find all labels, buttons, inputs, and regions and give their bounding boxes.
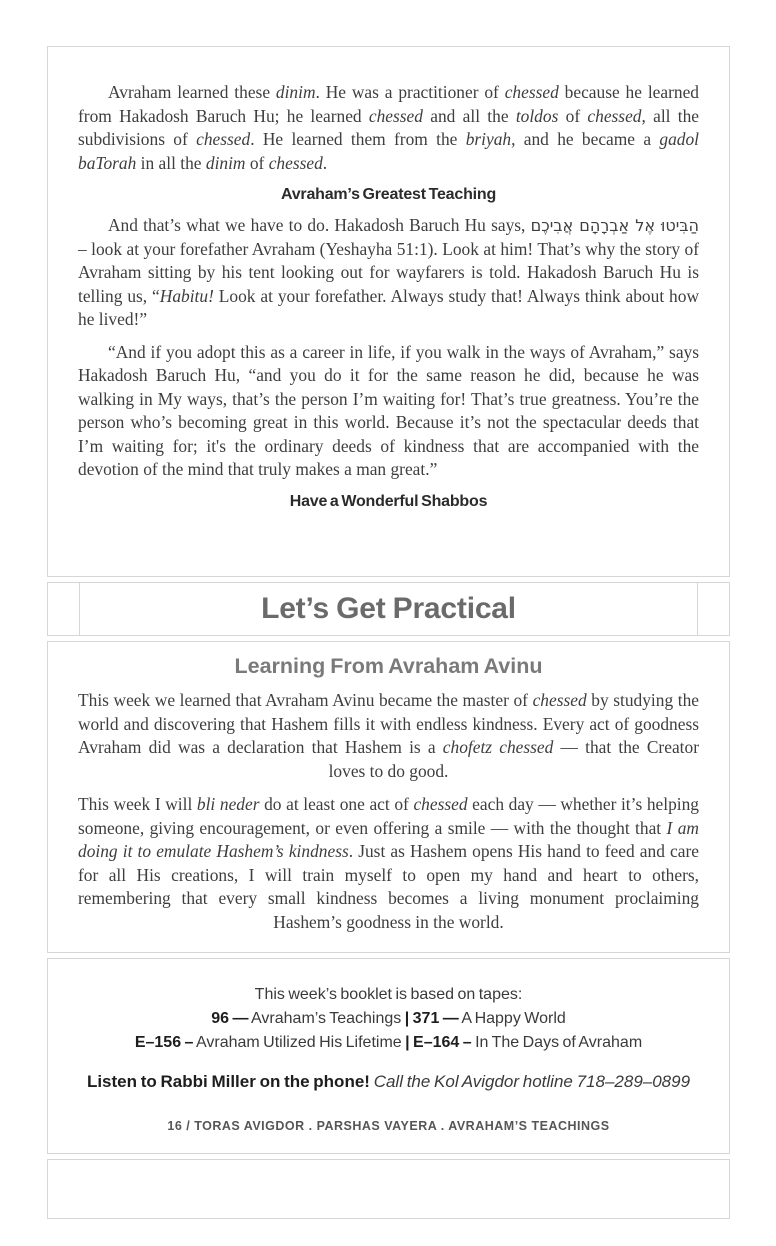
banner-center-cell [80,583,697,635]
next-page-stub [47,1159,730,1219]
article-paragraph: “And if you adopt this as a career in life, if you walk in the ways of Avraham,” says Hakadosh Baruch Hu, “and you do it for the same reason he did, because he was walking in My ways, that’s the person I’m waiting for! That’s true greatness. You’re the person who’s becoming great in this world. Because it’s not the spectacular deeds that I’m waiting for; it's the ordinary deeds of kindness that are accompanied with the devotion of the mind that truly makes a man great.” [78,341,699,479]
tapes-intro: This week’s booklet is based on tapes: [254,986,523,1003]
article-paragraph: Avraham learned these dinim. He was a practitioner of chessed because he learned from Hakadosh Baruch Hu; he learned chessed and all the toldos of chessed, all the subdivisions of chessed. He learned them from the briyah, and he became a gadol baTorah in all the dinim of chessed. [78,82,700,173]
practical-section [47,641,730,953]
article-paragraph: And that’s what we have to do. Hakadosh Baruch Hu says, הַבִּיטוּ אֶל אַבְרָהָם אֲבִיכֶם – look at your forefather Avraham (Yeshayha 51:1). Look at him! That’s why the story of Avraham sitting by his tent looking out for wayfarers is told. Hakadosh Baruch Hu is telling us, “Habitu! Look at your forefather. Always study that! Always think about how he lived!” [78,215,700,329]
banner-title: Let’s Get Practical [261,592,516,625]
practical-paragraph: This week we learned that Avraham Avinu became the master of chessed by studying the world and discovering that Hashem fills it with endless kindness. Every act of goodness Avraham did was a declaration that Hashem is a chofetz chessed — that the Creator loves to do good. [78,690,699,781]
article-section [47,46,730,577]
practical-heading: Learning From Avraham Avinu [234,654,543,678]
tapes-line: 96 — Avraham’s Teachings | 371 — A Happy World [211,1010,566,1027]
banner-right-cell [697,583,729,635]
practical-banner [47,582,730,636]
page-footer-text: 16 / TORAS AVIGDOR . PARSHAS VAYERA . AVRAHAM’S TEACHINGS [167,1119,610,1133]
hotline-line: Listen to Rabbi Miller on the phone! Call the Kol Avigdor hotline 718–289–0899 [86,1072,691,1091]
practical-paragraph: This week I will bli neder do at least one act of chessed each day — whether it’s helping someone, giving encouragement, or even offering a smile — with the thought that I am doing it to emulate Hashem’s kindness. Just as Hashem opens His hand to feed and care for all His creations, I will train myself to open my hand and heart to others, remembering that every small kindness becomes a living monument proclaiming Hashem’s goodness in the world. [78,794,700,932]
article-subheading: Avraham’s Greatest Teaching [280,186,497,203]
banner-left-cell [48,583,80,635]
tapes-line: E–156 – Avraham Utilized His Lifetime | E–164 – In The Days of Avraham [134,1034,643,1051]
tapes-footer-section [47,958,730,1154]
shabbos-heading: Have a Wonderful Shabbos [289,492,488,510]
booklet-page [0,46,776,1246]
